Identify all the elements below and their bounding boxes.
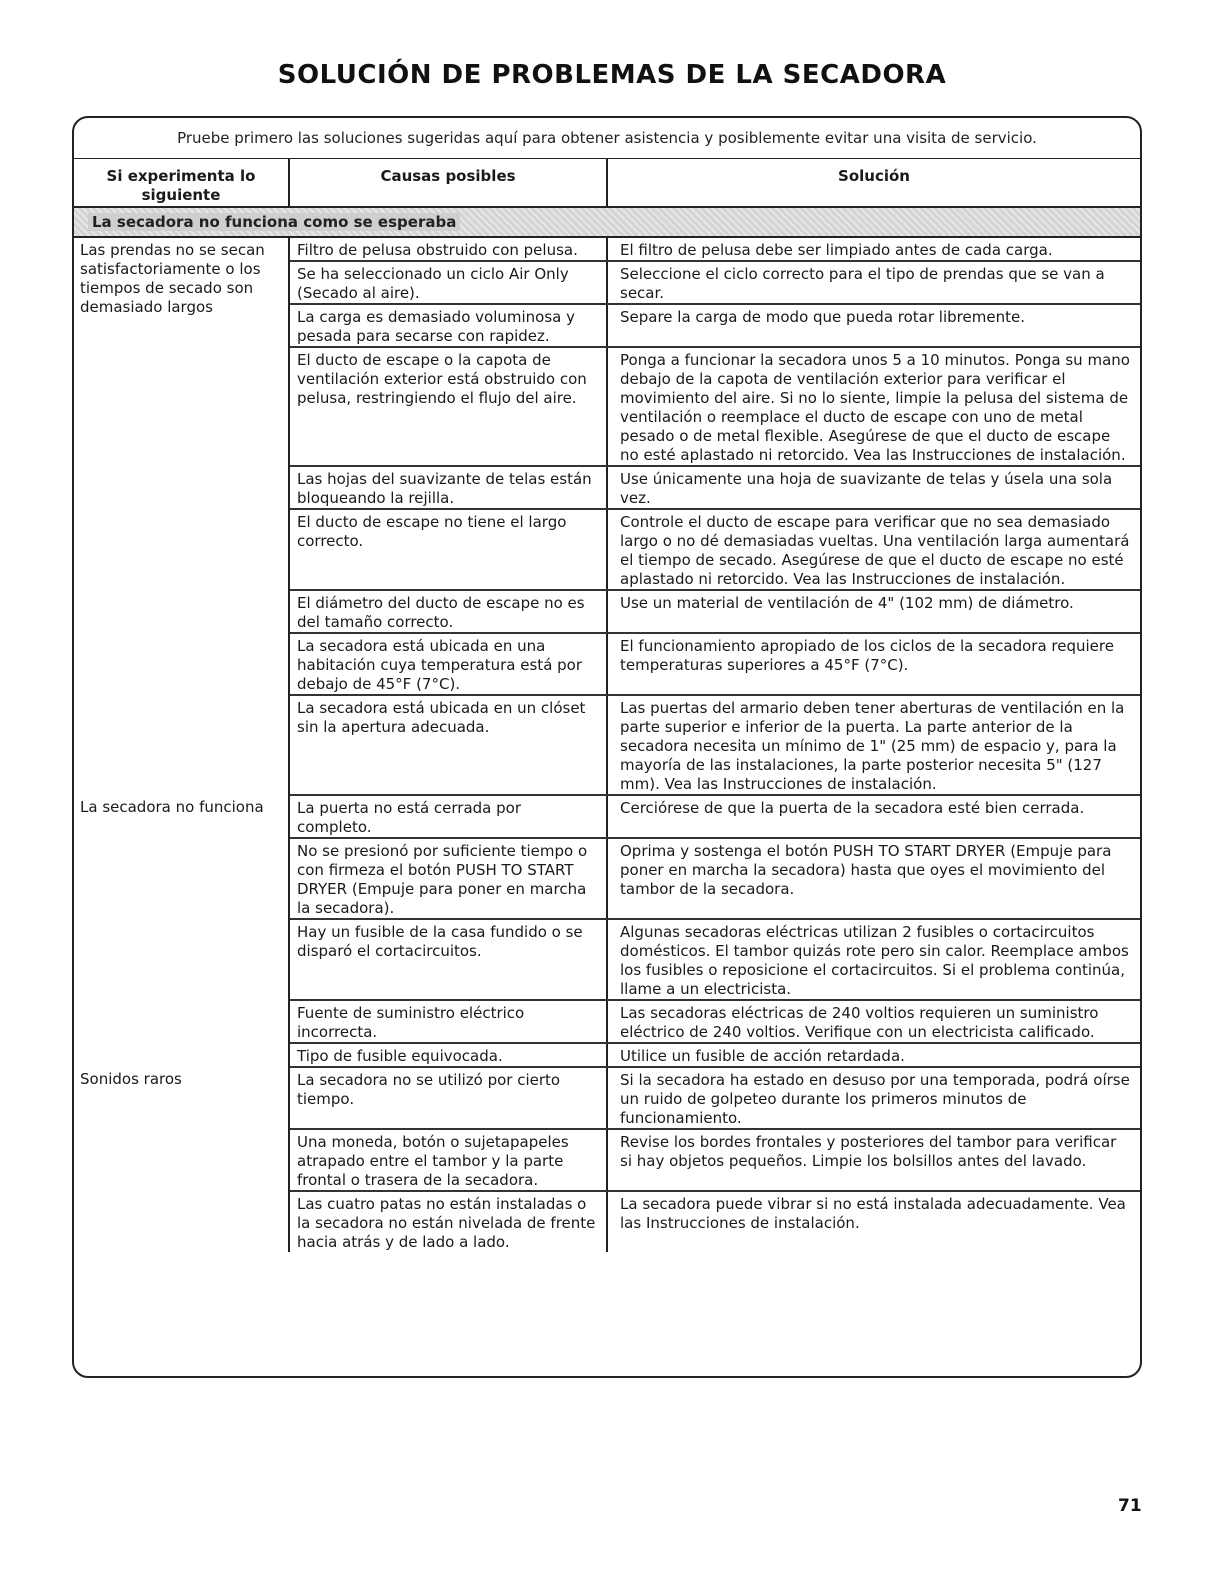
solution-cell: Las secadoras eléctricas de 240 voltios requieren un suministro eléctrico de 240 voltios. Verifique con un electricista calificado.: [607, 1000, 1140, 1043]
solution-cell: Si la secadora ha estado en desuso por una temporada, podrá oírse un ruido de golpeteo durante los primeros minutos de funcionamiento.: [607, 1067, 1140, 1129]
cause-cell: Hay un fusible de la casa fundido o se disparó el cortacircuitos.: [289, 919, 607, 1000]
section-banner: [74, 207, 1140, 237]
cause-cell: Una moneda, botón o sujetapapeles atrapado entre el tambor y la parte frontal o trasera de la secadora.: [289, 1129, 607, 1191]
troubleshooting-table: [74, 159, 1140, 1252]
solution-cell: El funcionamiento apropiado de los ciclos de la secadora requiere temperaturas superiores a 45°F (7°C).: [607, 633, 1140, 695]
table-row: [74, 795, 1140, 838]
troubleshooting-frame: [72, 116, 1142, 1378]
solution-cell: Use únicamente una hoja de suavizante de telas y úsela una sola vez.: [607, 466, 1140, 509]
cause-cell: La carga es demasiado voluminosa y pesada para secarse con rapidez.: [289, 304, 607, 347]
cause-cell: Fuente de suministro eléctrico incorrecta.: [289, 1000, 607, 1043]
cause-cell: Las cuatro patas no están instaladas o la secadora no están nivelada de frente hacia atrás y de lado a lado.: [289, 1191, 607, 1252]
symptom-cell: Sonidos raros: [74, 1067, 289, 1252]
solution-cell: El filtro de pelusa debe ser limpiado antes de cada carga.: [607, 237, 1140, 261]
cause-cell: La puerta no está cerrada por completo.: [289, 795, 607, 838]
cause-cell: Filtro de pelusa obstruido con pelusa.: [289, 237, 607, 261]
symptom-cell: La secadora no funciona: [74, 795, 289, 1067]
solution-cell: Controle el ducto de escape para verificar que no sea demasiado largo o no dé demasiadas vueltas. Una ventilación larga aumentará el tiempo de secado. Asegúrese de que el ducto de escape no esté aplastado ni retorcido. Vea las Instrucciones de instalación.: [607, 509, 1140, 590]
header-solution: Solución: [607, 159, 1140, 207]
table-row: [74, 237, 1140, 261]
cause-cell: La secadora no se utilizó por cierto tiempo.: [289, 1067, 607, 1129]
cause-cell: Se ha seleccionado un ciclo Air Only (Secado al aire).: [289, 261, 607, 304]
solution-cell: Ponga a funcionar la secadora unos 5 a 10 minutos. Ponga su mano debajo de la capota de ventilación exterior para verificar el movimiento del aire. Si no lo siente, limpie la pelusa del sistema de ventilación o reemplace el ducto de escape con uno de metal pesado o de metal flexible. Asegúrese de que el ducto de escape no esté aplastado ni retorcido. Vea las Instrucciones de instalación.: [607, 347, 1140, 466]
cause-cell: Tipo de fusible equivocada.: [289, 1043, 607, 1067]
cause-cell: El ducto de escape o la capota de ventilación exterior está obstruido con pelusa, restringiendo el flujo del aire.: [289, 347, 607, 466]
header-symptom: Si experimenta lo siguiente: [106, 167, 256, 204]
solution-cell: La secadora puede vibrar si no está instalada adecuadamente. Vea las Instrucciones de instalación.: [620, 1195, 1126, 1232]
solution-cell: Revise los bordes frontales y posteriores del tambor para verificar si hay objetos pequeños. Limpie los bolsillos antes del lavado.: [607, 1129, 1140, 1191]
cause-cell: El ducto de escape no tiene el largo correcto.: [289, 509, 607, 590]
cause-cell: No se presionó por suficiente tiempo o con firmeza el botón PUSH TO START DRYER (Empuje para poner en marcha la secadora).: [289, 838, 607, 919]
solution-cell: Cerciórese de que la puerta de la secadora esté bien cerrada.: [607, 795, 1140, 838]
header-cause: Causas posibles: [289, 159, 607, 207]
section-banner-label: La secadora no funciona como se esperaba: [88, 213, 460, 231]
cause-cell: Las hojas del suavizante de telas están bloqueando la rejilla.: [289, 466, 607, 509]
solution-cell: Separe la carga de modo que pueda rotar libremente.: [607, 304, 1140, 347]
solution-cell: Las puertas del armario deben tener aberturas de ventilación en la parte superior e inferior de la puerta. La parte anterior de la secadora necesita un mínimo de 1" (25 mm) de espacio y, para la mayoría de las instalaciones, la parte posterior necesita 5" (127 mm). Vea las Instrucciones de instalación.: [607, 695, 1140, 795]
table-header-row: [74, 159, 1140, 207]
solution-cell: Oprima y sostenga el botón PUSH TO START DRYER (Empuje para poner en marcha la secadora) hasta que oyes el movimiento del tambor de la secadora.: [607, 838, 1140, 919]
cause-cell: La secadora está ubicada en una habitación cuya temperatura está por debajo de 45°F (7°C).: [289, 633, 607, 695]
table-row: [74, 1067, 1140, 1129]
solution-cell: Use un material de ventilación de 4" (102 mm) de diámetro.: [607, 590, 1140, 633]
solution-cell: Seleccione el ciclo correcto para el tipo de prendas que se van a secar.: [607, 261, 1140, 304]
page-number: 71: [1118, 1496, 1142, 1516]
solution-cell: Utilice un fusible de acción retardada.: [607, 1043, 1140, 1067]
page-title: SOLUCIÓN DE PROBLEMAS DE LA SECADORA: [277, 60, 947, 90]
intro-text: Pruebe primero las soluciones sugeridas aquí para obtener asistencia y posiblemente evitar una visita de servicio.: [74, 118, 1140, 159]
cause-cell: La secadora está ubicada en un clóset sin la apertura adecuada.: [289, 695, 607, 795]
symptom-cell: Las prendas no se secan satisfactoriamente o los tiempos de secado son demasiado largos: [74, 237, 289, 795]
solution-cell: Algunas secadoras eléctricas utilizan 2 fusibles o cortacircuitos domésticos. El tambor quizás rote pero sin calor. Reemplace ambos los fusibles o reposicione el cortacircuitos. Si el problema continúa, llame a un electricista.: [607, 919, 1140, 1000]
cause-cell: El diámetro del ducto de escape no es del tamaño correcto.: [289, 590, 607, 633]
